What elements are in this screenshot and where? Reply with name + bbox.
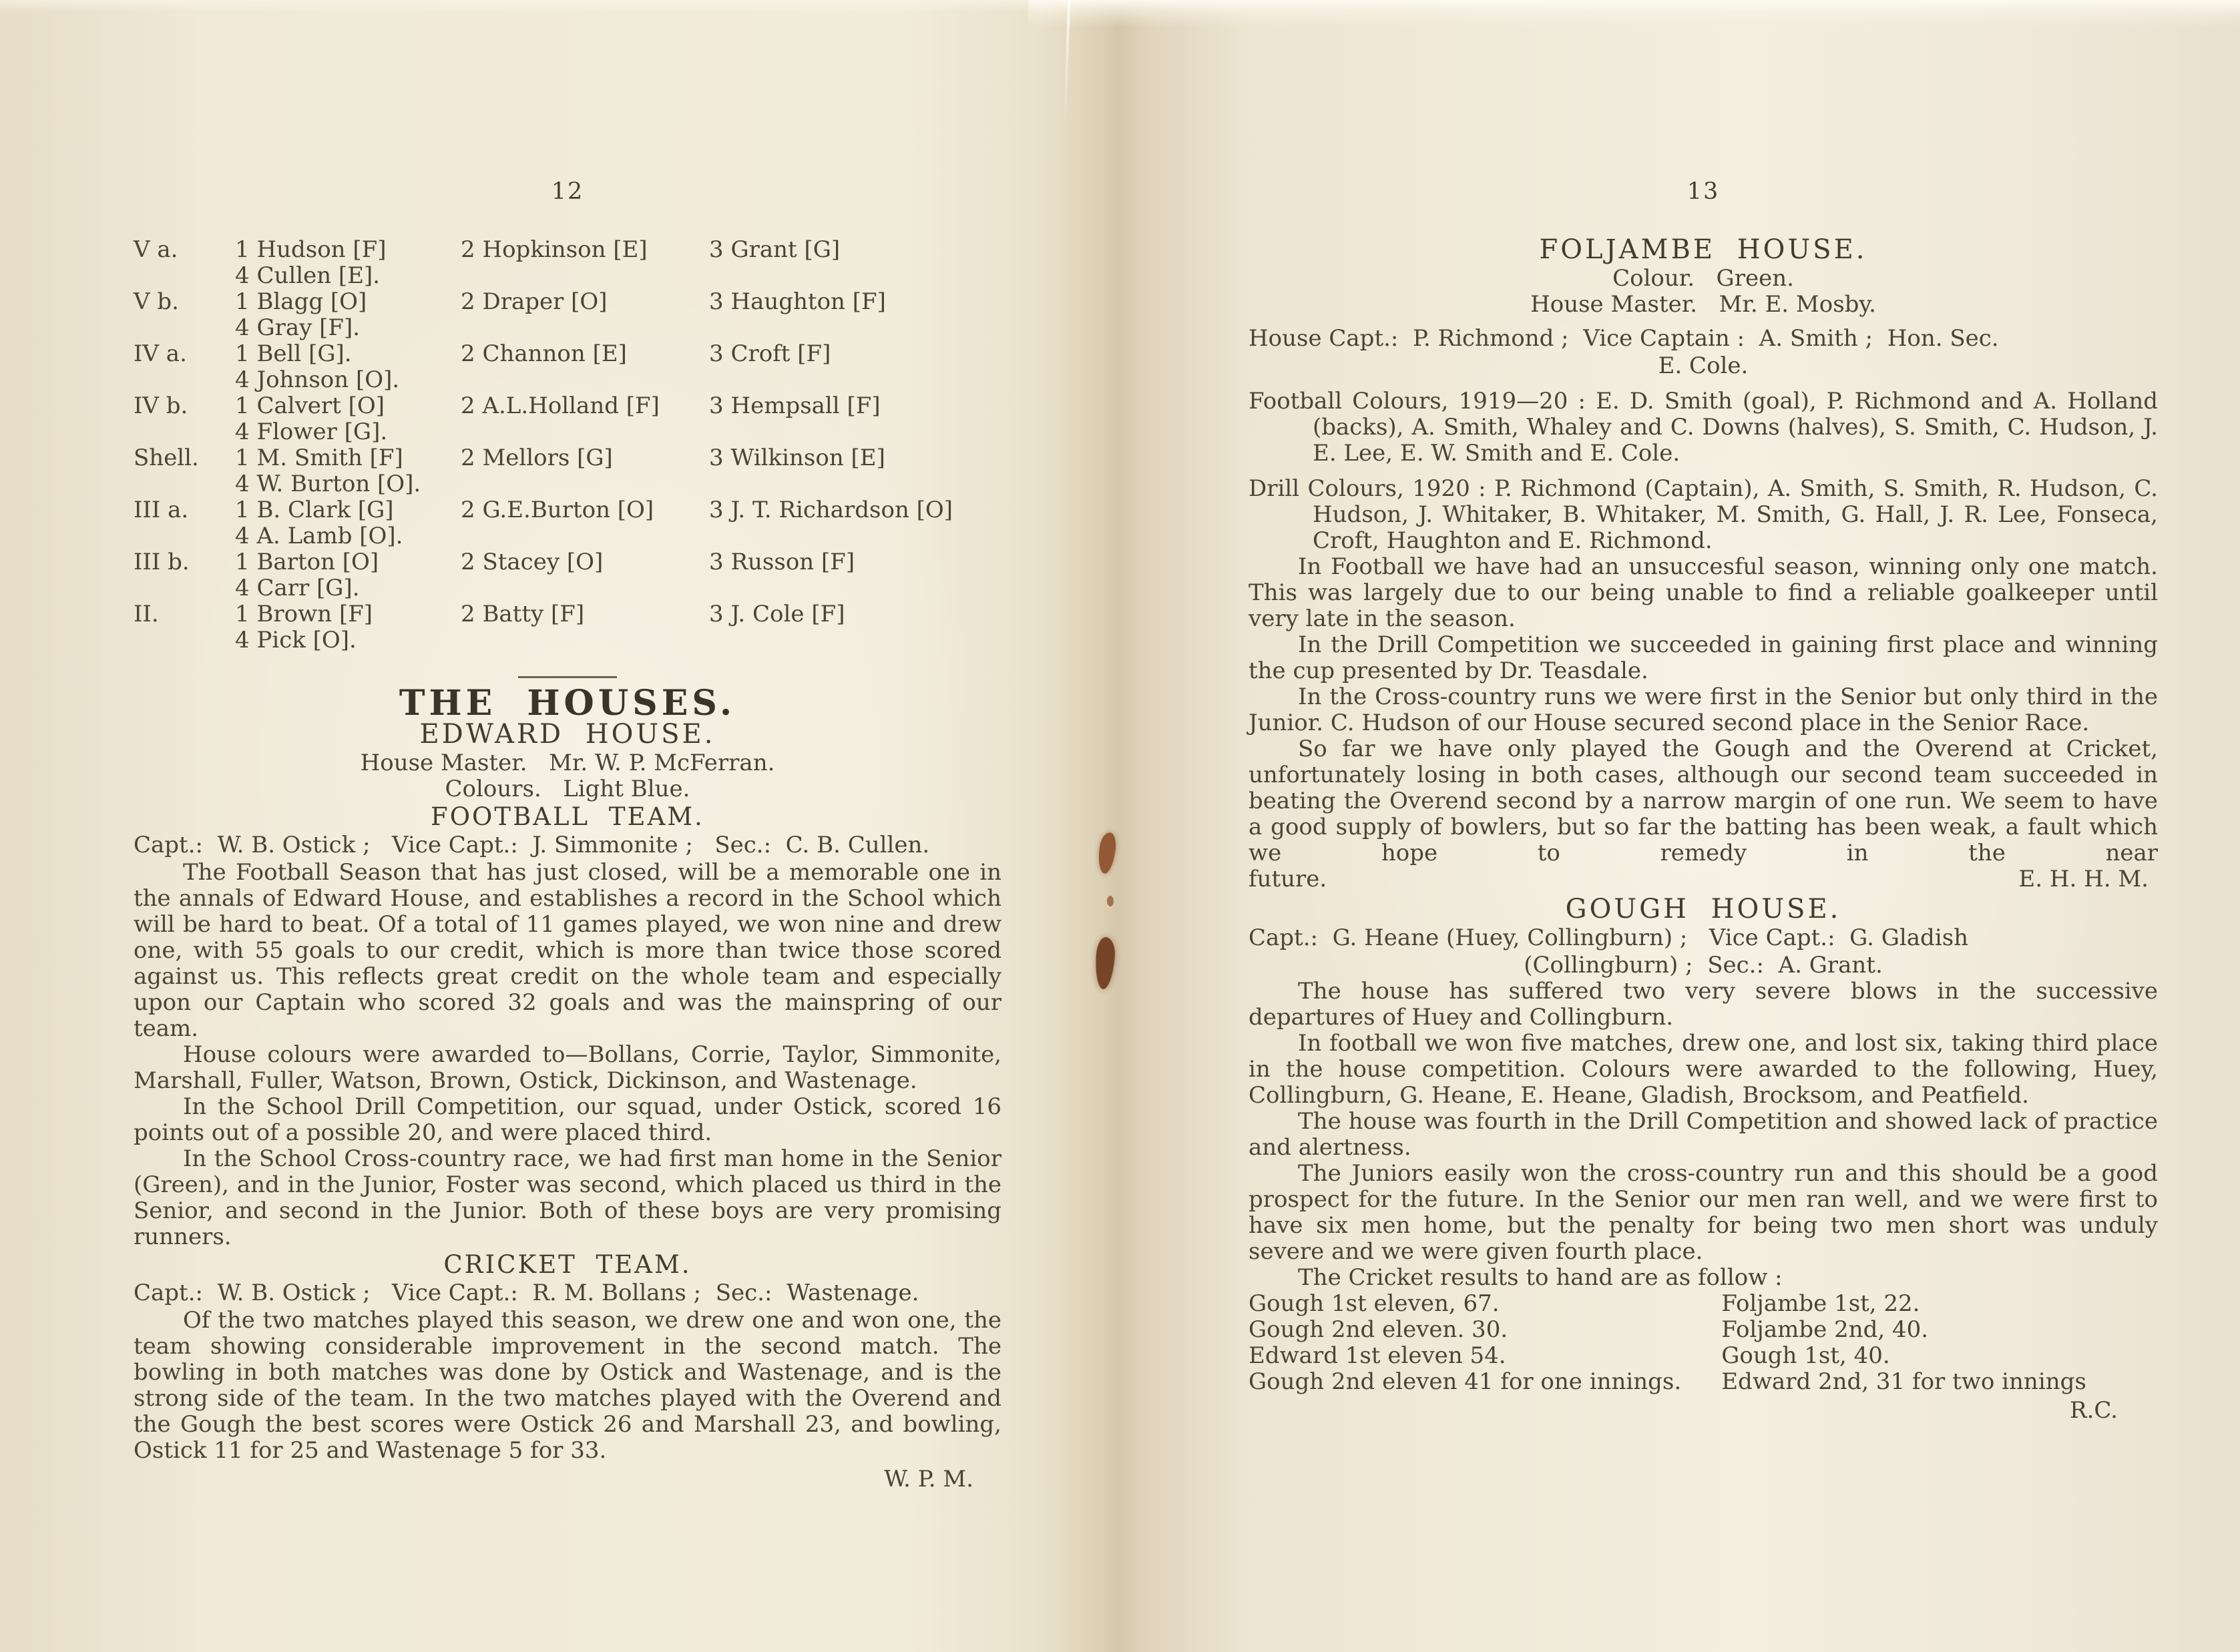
cricket-captain-line: Capt.: W. B. Ostick ; Vice Capt.: R. M. Bollans ; Sec.: Wastenage. [134,1280,919,1306]
binding-stain [1107,896,1114,906]
result-right: Edward 2nd, 31 for two innings [1721,1368,2086,1395]
table-subrow [134,627,1001,653]
result-left: Gough 1st eleven, 67. [1249,1290,1500,1317]
table-subrow [134,523,1001,549]
paragraph: The Juniors easily won the cross-country run and this should be a good prospect for the future. In the Senior our men ran well, and we were first to have six men home, but the penalty for being two men short was unduly severe and we were given fourth place. [1249,1160,2158,1265]
table-row [134,393,1001,419]
table-row [134,497,1001,523]
page-number: 12 [551,178,584,205]
house-captain-line: House Capt.: P. Richmond ; Vice Captain : A. Smith ; Hon. Sec. [1249,325,1999,352]
placing-4: 4 Johnson [O]. [235,366,400,393]
table-row [134,549,1001,575]
placing-4: 4 Gray [F]. [235,314,361,341]
table-row [134,237,1001,263]
paragraph: In football we won five matches, drew one, and lost six, taking third place in the house competition. Colours were awarded to the following, Huey, Collingburn, G. Heane, E. Heane, Gladish, Brocksom, and Peatfield. [1249,1030,2158,1109]
table-subrow [134,471,1001,497]
signature-line [1249,866,2158,892]
cricket-results-list [1249,1291,2158,1395]
table-row [134,289,1001,315]
form-label: IV a. [134,340,187,367]
placing-3: 3 Grant [G] [709,236,841,263]
result-row [1249,1317,2158,1343]
page-number: 13 [1687,178,1720,205]
cross-country-placings-table [134,237,1001,653]
page-edge-highlight-left [0,0,1028,12]
placing-3: 3 Russon [F] [709,549,855,575]
placing-2: 2 A.L.Holland [F] [461,392,660,419]
placing-3: 3 Wilkinson [E] [709,445,885,471]
paragraph-last-word: future. [1249,866,1327,892]
table-row [134,445,1001,471]
form-label: V a. [134,236,178,263]
house-captain-line-2: (Collingburn) ; Sec.: A. Grant. [1524,952,1883,979]
table-row [134,341,1001,367]
form-label: V b. [134,288,179,315]
result-right: Gough 1st, 40. [1721,1342,1890,1369]
placing-1: 1 Bell [G]. [235,340,352,367]
paragraph: So far we have only played the Gough and the Overend at Cricket, unfortunately losing in both cases, although our second team succeeded in beating the Overend second by a narrow margin of one run. We seem to have a good supply of bowlers, but so far the batting has been weak, a fault which we hope to remedy in the near [1249,736,2158,866]
paragraph: House colours were awarded to—Bollans, Corrie, Taylor, Simmonite, Marshall, Fuller, Watson, Brown, Ostick, Dickinson, and Wastenage. [134,1041,1001,1094]
placing-4: 4 Cullen [E]. [235,262,381,289]
table-subrow [134,263,1001,289]
paragraph: In Football we have had an unsuccesful season, winning only one match. This was largely due to our being unable to find a reliable goalkeeper until very late in the season. [1249,553,2158,632]
result-left: Gough 2nd eleven 41 for one innings. [1249,1368,1682,1395]
paragraph: The house was fourth in the Drill Competition and showed lack of practice and alertness. [1249,1108,2158,1161]
football-team-title: FOOTBALL TEAM. [431,802,704,831]
placing-4: 4 Pick [O]. [235,627,357,653]
result-row [1249,1343,2158,1369]
form-label: IV b. [134,392,188,419]
foljambe-house-title: FOLJAMBE HOUSE. [1539,234,1867,265]
placing-1: 1 Barton [O] [235,549,379,575]
result-row [1249,1369,2158,1395]
binding-stain [1096,832,1117,874]
spacer-cell [134,367,235,393]
drill-colours-paragraph: Drill Colours, 1920 : P. Richmond (Captain), A. Smith, S. Smith, R. Hudson, C. Hudson, J. Whitaker, B. Whitaker, M. Smith, G. Hall, J. R. Lee, Fonseca, Croft, Haughton and E. Richmond. [1249,475,2158,554]
paragraph: In the Drill Competition we succeeded in gaining first place and winning the cup presented by Dr. Teasdale. [1249,631,2158,684]
cricket-team-title: CRICKET TEAM. [443,1250,692,1279]
signature: E. H. H. M. [2018,866,2149,892]
spacer-cell [134,263,235,289]
page-13 [1249,179,2158,1424]
spacer-cell [134,471,235,497]
placing-3: 3 J. T. Richardson [O] [709,497,953,523]
colour-line: Colour. Green. [1612,265,1794,292]
placing-4: 4 Carr [G]. [235,575,360,601]
table-row [134,601,1001,627]
table-subrow [134,315,1001,341]
gough-house-title: GOUGH HOUSE. [1565,894,1841,924]
result-left: Edward 1st eleven 54. [1249,1342,1506,1369]
placing-1: 1 Calvert [O] [235,392,385,419]
paragraph: Of the two matches played this season, we drew one and won one, the team showing considerable improvement in the second match. The bowling in both matches was done by Ostick and Wastenage, and is the strong side of the team. In the two matches played with the Overend and the Gough the best scores were Ostick 26 and Marshall 23, and bowling, Ostick 11 for 25 and Wastenage 5 for 33. [134,1307,1001,1464]
placing-2: 2 Mellors [G] [461,445,613,471]
spacer-cell [134,523,235,549]
placing-2: 2 Hopkinson [E] [461,236,648,263]
paragraph: The Football Season that has just closed, will be a memorable one in the annals of Edward House, and establishes a record in the School which will be hard to beat. Of a total of 11 games played, we won nine and drew one, with 55 goals to our credit, which is more than twice those scored against us. This reflects great credit on the whole team and especially upon our Captain who scored 32 goals and was the mainspring of our team. [134,859,1001,1042]
paragraph: In the School Drill Competition, our squad, under Ostick, scored 16 points out of a possible 20, and were placed third. [134,1093,1001,1146]
form-label: Shell. [134,445,199,471]
colours-line: Colours. Light Blue. [445,776,690,802]
placing-4: 4 W. Burton [O]. [235,471,421,497]
signature: R.C. [2069,1397,2118,1424]
result-row [1249,1291,2158,1317]
result-right: Foljambe 2nd, 40. [1721,1316,1929,1343]
placing-3: 3 Hempsall [F] [709,392,881,419]
result-left: Gough 2nd eleven. 30. [1249,1316,1508,1343]
paragraph: The house has suffered two very severe blows in the successive departures of Huey and Collingburn. [1249,978,2158,1031]
football-captain-line: Capt.: W. B. Ostick ; Vice Capt.: J. Simmonite ; Sec.: C. B. Cullen. [134,832,930,858]
form-label: II. [134,601,159,627]
placing-1: 1 Blagg [O] [235,288,367,315]
section-title: THE HOUSES. [399,683,736,724]
placing-2: 2 Batty [F] [461,601,585,627]
edward-house-title: EDWARD HOUSE. [419,719,716,750]
spacer-cell [134,627,235,653]
placing-1: 1 B. Clark [G] [235,497,394,523]
placing-2: 2 G.E.Burton [O] [461,497,654,523]
placing-1: 1 M. Smith [F] [235,445,403,471]
form-label: III b. [134,549,190,575]
placing-2: 2 Channon [E] [461,340,627,367]
table-subrow [134,367,1001,393]
spacer-cell [134,419,235,445]
placing-3: 3 Croft [F] [709,340,831,367]
house-master-line: House Master. Mr. W. P. McFerran. [360,750,775,776]
house-captain-line-2: E. Cole. [1658,352,1749,379]
table-subrow [134,419,1001,445]
placing-1: 1 Brown [F] [235,601,373,627]
placing-4: 4 Flower [G]. [235,419,388,445]
spacer-cell [134,315,235,341]
house-master-line: House Master. Mr. E. Mosby. [1530,291,1876,318]
table-subrow [134,575,1001,601]
spacer-cell [134,575,235,601]
placing-2: 2 Stacey [O] [461,549,604,575]
result-right: Foljambe 1st, 22. [1721,1290,1920,1317]
placing-3: 3 J. Cole [F] [709,601,845,627]
house-captain-line: Capt.: G. Heane (Huey, Collingburn) ; Vice Capt.: G. Gladish [1249,924,1969,951]
paragraph: In the School Cross-country race, we had first man home in the Senior (Green), and in the Junior, Foster was second, which placed us third in the Senior, and second in the Junior. Both of these boys are very promising runners. [134,1145,1001,1250]
placing-2: 2 Draper [O] [461,288,608,315]
binding-stain [1094,936,1116,990]
football-colours-paragraph: Football Colours, 1919—20 : E. D. Smith (goal), P. Richmond and A. Holland (backs), A. Smith, Whaley and C. Downs (halves), S. Smith, C. Hudson, J. E. Lee, E. W. Smith and E. Cole. [1249,388,2158,467]
signature: W. P. M. [884,1466,973,1492]
paragraph: In the Cross-country runs we were first in the Senior but only third in the Junior. C. Hudson of our House secured second place in the Senior Race. [1249,683,2158,736]
section-divider [518,676,617,678]
cricket-results-intro: The Cricket results to hand are as follow : [1298,1264,1783,1291]
placing-3: 3 Haughton [F] [709,288,886,315]
page-edge-highlight [1028,0,2240,27]
placing-1: 1 Hudson [F] [235,236,387,263]
form-label: III a. [134,497,189,523]
page-12 [134,179,1001,1492]
placing-4: 4 A. Lamb [O]. [235,523,403,549]
